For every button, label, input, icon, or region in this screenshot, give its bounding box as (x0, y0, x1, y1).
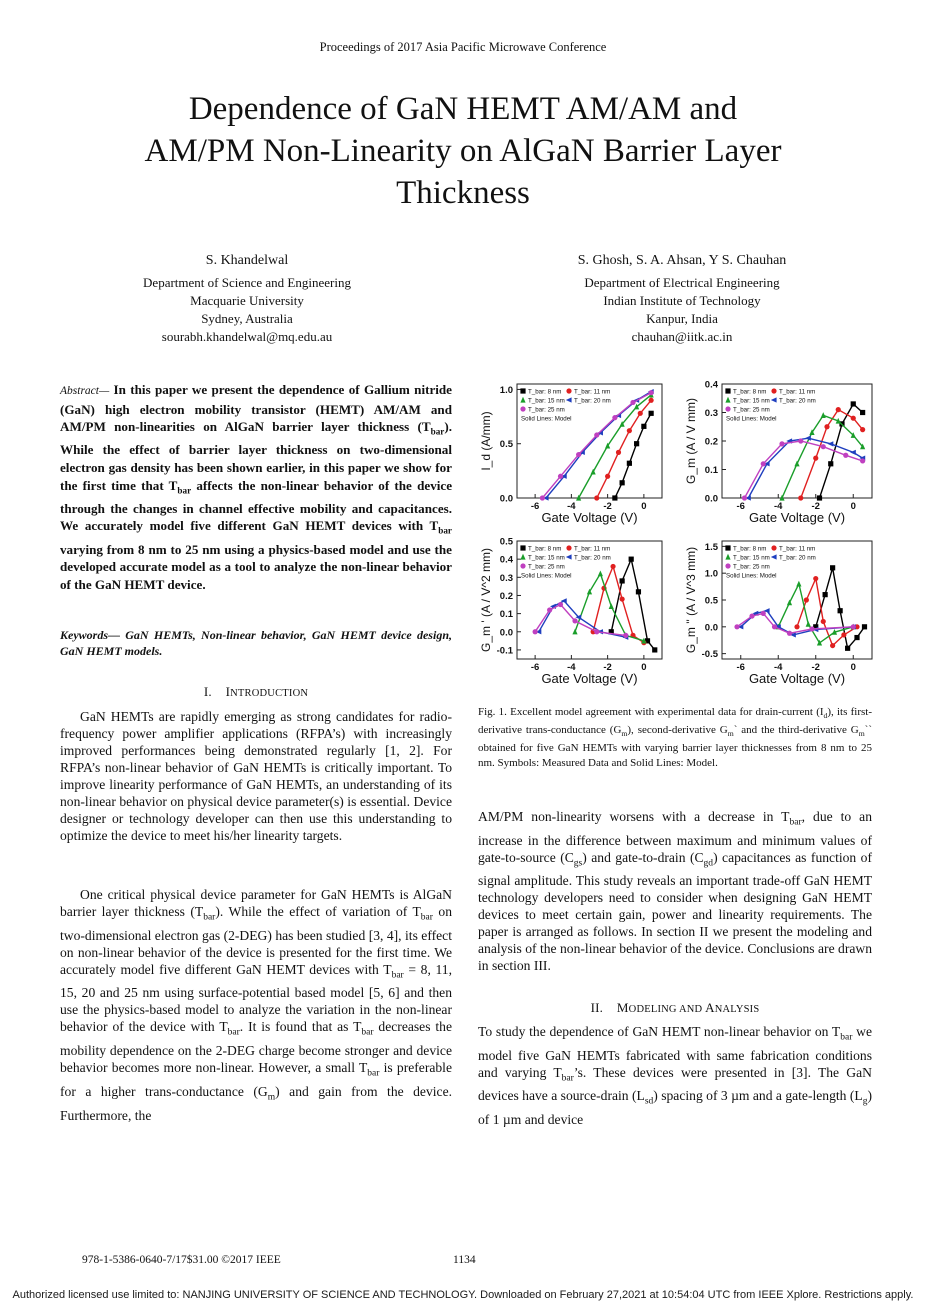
abstract (60, 381, 452, 593)
legend-marker (725, 397, 730, 403)
data-point-25nm (749, 613, 754, 618)
y-tick-label: 0.0 (499, 627, 513, 639)
y-tick-label: 0.2 (499, 590, 513, 602)
legend-marker (771, 545, 776, 550)
data-point-25nm (772, 624, 777, 629)
text: we model five GaN HEMTs fabricated with same fabrication conditions and varying T (478, 1024, 872, 1080)
legend-marker (520, 545, 525, 550)
data-point-11nm (860, 427, 865, 432)
title-line-1: Dependence of GaN HEMT AM/AM and (188, 91, 738, 127)
x-axis-label: Gate Voltage (V) (748, 671, 846, 686)
data-point-8nm (823, 592, 828, 597)
text: . It is found that as T (239, 1019, 362, 1035)
data-point-20nm (850, 450, 856, 455)
legend-entry: T_bar: 25 nm (528, 406, 565, 414)
data-point-25nm (540, 495, 545, 500)
y-axis-label: G_m '' (A / V^3 mm) (684, 546, 698, 654)
legend-entry: T_bar: 15 nm (528, 554, 565, 562)
data-point-25nm (630, 400, 635, 405)
legend-marker (725, 406, 730, 411)
data-point-25nm (851, 624, 856, 629)
y-tick-label: 0.3 (704, 408, 718, 419)
title-line-3: Thickness (396, 175, 530, 211)
data-point-25nm (547, 607, 552, 612)
data-point-25nm (612, 415, 617, 420)
legend-marker (771, 388, 776, 393)
data-point-8nm (636, 589, 641, 594)
y-tick-label: 0.3 (499, 572, 513, 584)
data-point-11nm (620, 596, 625, 601)
data-point-11nm (794, 624, 799, 629)
section-rest: NALYSIS (714, 1004, 760, 1015)
legend-marker (725, 545, 730, 550)
legend-marker (725, 554, 730, 560)
legend-entry: Solid Lines: Model (521, 415, 572, 423)
text: ), second-derivative G (627, 724, 728, 737)
subscript: g (862, 1097, 868, 1108)
x-tick-label: -4 (567, 501, 576, 512)
text: ), its first-derivative trans-conductance (G (478, 706, 872, 737)
legend-marker (771, 554, 777, 559)
x-tick-label: 0 (850, 501, 856, 512)
legend-entry: T_bar: 20 nm (779, 397, 816, 405)
text: Fig. 1. Excellent model agreement with experimental data for drain-current (I (478, 706, 824, 718)
legend-entry: Solid Lines: Model (726, 572, 777, 580)
legend-marker (520, 406, 525, 411)
text: ) and gate-to-drain (C (582, 849, 704, 865)
y-tick-label: 0.2 (704, 436, 718, 448)
data-point-8nm (627, 461, 632, 466)
data-point-25nm (821, 444, 826, 449)
figure-caption (478, 705, 872, 771)
data-point-8nm (854, 635, 859, 640)
subscript: m (267, 1092, 276, 1103)
legend-marker (520, 554, 525, 560)
data-point-25nm (594, 629, 599, 634)
abstract-lead: Abstract— (60, 385, 110, 397)
x-tick-label: 0 (850, 662, 856, 673)
data-point-25nm (779, 441, 784, 446)
legend-entry: T_bar: 15 nm (733, 397, 770, 405)
y-tick-label: 0.1 (499, 609, 513, 621)
section-number: II. (590, 1000, 604, 1015)
y-tick-label: 0.5 (499, 439, 513, 451)
text: decreases the mobility dependence on the 2-DEG charge become stronger and device behavior becomes more non-linear. However, a small T (60, 1019, 453, 1076)
section-rest: NTRODUCTION (230, 688, 309, 699)
x-tick-label: -4 (774, 662, 783, 673)
legend-entry: T_bar: 8 nm (733, 545, 767, 553)
data-point-15nm (609, 603, 614, 609)
legend-marker (566, 397, 572, 402)
data-point-25nm (734, 624, 739, 629)
text: is preferable for a higher trans-conductance (G (60, 1060, 452, 1099)
data-point-11nm (638, 411, 643, 416)
data-point-8nm (649, 411, 654, 416)
y-axis-label: G_m ' (A / V^2 mm) (479, 548, 493, 652)
subscript: bar (840, 1032, 853, 1043)
title-line-2: AM/PM Non-Linearity on AlGaN Barrier Layer (144, 133, 782, 169)
section-rest: ODELING AND (628, 1004, 706, 1015)
legend-marker (520, 388, 525, 393)
y-tick-label: 1.5 (704, 541, 718, 553)
section-initial: M (616, 1000, 629, 1015)
y-tick-label: -0.1 (496, 645, 513, 657)
y-tick-label: 0.4 (499, 554, 513, 566)
author-inst: Macquarie University (190, 293, 304, 308)
legend-entry: T_bar: 25 nm (733, 406, 770, 414)
text: = 8, 11, 15, 20 and 25 nm using surface-potential based model [5, 6] and then use the physics-based model to analyze the variation in the non-linear behavior of the device with T (60, 961, 452, 1035)
y-tick-label: 0.4 (704, 379, 718, 391)
data-point-11nm (841, 632, 846, 637)
y-axis-label: I_d (A/mm) (479, 411, 493, 471)
x-tick-label: -4 (567, 662, 576, 673)
data-point-8nm (629, 557, 634, 562)
author-block-2 (517, 252, 847, 346)
data-point-8nm (845, 646, 850, 651)
subscript: bar (367, 1068, 380, 1079)
paper-title (90, 88, 836, 214)
subscript: bar (227, 1028, 240, 1039)
figure-1 (477, 376, 881, 690)
legend-entry: T_bar: 8 nm (528, 388, 562, 396)
data-point-11nm (627, 428, 632, 433)
subscript: m (858, 729, 865, 739)
data-point-8nm (862, 624, 867, 629)
data-point-25nm (623, 633, 628, 638)
text: `` obtained for five GaN HEMTs with varying barrier layer thicknesses from 8 nm to 25 nm. Symbols: Measured Data and Solid Lines: Model. (478, 724, 872, 770)
abstract-text: varying from 8 nm to 25 nm using a physics-based model and use the developed accurate model as a tool to analyze the non-linear behavior of the GaN HEMT device. (60, 541, 452, 592)
subscript: m (727, 729, 734, 739)
data-point-8nm (851, 401, 856, 406)
x-tick-label: -2 (811, 662, 820, 673)
text: To study the dependence of GaN HEMT non-linear behavior on T (478, 1024, 841, 1039)
data-point-8nm (828, 461, 833, 466)
y-tick-label: 0.0 (704, 493, 718, 505)
legend-marker (566, 545, 571, 550)
data-point-11nm (851, 416, 856, 421)
legend-entry: T_bar: 20 nm (779, 554, 816, 562)
y-tick-label: 0.0 (499, 493, 513, 505)
y-tick-label: 0.0 (704, 622, 718, 634)
data-point-25nm (558, 474, 563, 479)
data-point-8nm (652, 647, 657, 652)
data-point-25nm (649, 390, 654, 395)
license-notice: Authorized licensed use limited to: NANJING UNIVERSITY OF SCIENCE AND TECHNOLOGY. Downloaded on February 27,2021 at 10:54:04 UTC from IEEE Xplore. Restrictions apply. (12, 1289, 914, 1301)
legend-entry: T_bar: 8 nm (528, 545, 562, 553)
author-block-1 (82, 252, 412, 346)
data-point-25nm (558, 602, 563, 607)
text: AM/PM non-linearity worsens with a decrease in T (478, 809, 790, 824)
data-point-25nm (576, 452, 581, 457)
text: on two-dimensional electron gas (2-DEG) has been studied [3, 4], its effect on non-linear behavior of the device is presented for the first time. We accurately model five different GaN HEMT devices with T (60, 904, 453, 977)
abstract-text: In this paper we present the dependence of Gallium nitride (GaN) high electron mobility transistor (HEMT) AM/AM and AM/PM non-linearities on AlGaN barrier layer thickness (T (60, 382, 452, 435)
legend-entry: T_bar: 11 nm (779, 388, 816, 396)
text: , due to an increase in the difference between maximum and minimum values of gate-to-source (C (478, 809, 872, 865)
section-number: I. (203, 684, 212, 699)
subscript: gd (703, 858, 714, 869)
author-email[interactable]: sourabh.khandelwal@mq.edu.au (161, 329, 333, 344)
x-axis-label: Gate Voltage (V) (541, 510, 638, 525)
section-heading-introduction (60, 684, 452, 700)
text: ) capacitances as function of signal amplitude. This study reveals an important trade-off GaN HEMT technology developers need to consider when designing GaN HEMT devices to meet certain gain, power and linearity requirements. The paper is arranged as follows. In section II we present the modeling and analysis of the non-linear behavior of the device. Conclusions are drawn in section III. (478, 849, 872, 974)
author-location: Kanpur, India (646, 311, 718, 326)
legend-entry: T_bar: 20 nm (574, 554, 611, 562)
text: ` and the third-derivative G (733, 724, 859, 737)
author-location: Sydney, Australia (201, 311, 293, 326)
x-tick-label: -2 (811, 501, 820, 512)
data-point-25nm (594, 432, 599, 437)
data-point-25nm (860, 458, 865, 463)
y-tick-label: 1.0 (499, 384, 513, 396)
text: One critical physical device parameter for GaN HEMTs is AlGaN barrier layer thickness (T (60, 887, 452, 919)
data-point-25nm (572, 618, 577, 623)
text: ) of 1 µm and device (478, 1088, 872, 1128)
data-point-25nm (809, 626, 814, 631)
data-point-25nm (843, 453, 848, 458)
author-name: S. Ghosh, S. A. Ahsan, Y S. Chauhan (577, 253, 787, 268)
data-point-11nm (594, 495, 599, 500)
conference-header: Proceedings of 2017 Asia Pacific Microwave Conference (319, 40, 607, 54)
text: ’s. These devices were presented in [3]. The GaN devices have a source-drain (L (478, 1064, 872, 1104)
data-point-25nm (761, 461, 766, 466)
data-point-11nm (830, 643, 835, 648)
keywords (60, 627, 452, 659)
subscript: bar (430, 426, 445, 437)
subscript: gs (573, 858, 583, 869)
data-point-15nm (821, 412, 826, 418)
y-tick-label: 0.5 (499, 536, 513, 548)
subscript: bar (561, 1073, 574, 1084)
legend-entry: Solid Lines: Model (726, 415, 777, 423)
legend-entry: T_bar: 15 nm (733, 554, 770, 562)
subscript: bar (361, 1028, 374, 1039)
data-point-11nm (813, 456, 818, 461)
isbn-footer: 978-1-5386-0640-7/17$31.00 ©2017 IEEE (82, 1254, 281, 1266)
data-point-11nm (616, 450, 621, 455)
series-line-8nm (820, 404, 863, 498)
x-tick-label: -4 (774, 501, 783, 512)
y-tick-label: 0.5 (704, 595, 718, 607)
y-tick-label: 1.0 (704, 568, 718, 580)
page-number: 1134 (453, 1254, 476, 1266)
text: ) and gain from the device. Furthermore, the (60, 1083, 452, 1123)
data-point-8nm (612, 495, 617, 500)
data-point-8nm (641, 424, 646, 429)
author-email[interactable]: chauhan@iitk.ac.in (631, 329, 733, 344)
data-point-25nm (761, 611, 766, 616)
legend-marker (725, 563, 730, 568)
y-tick-label: -0.5 (701, 649, 718, 661)
legend-marker (771, 397, 777, 402)
author-name: S. Khandelwal (205, 253, 289, 268)
data-point-8nm (620, 480, 625, 485)
data-point-20nm (828, 441, 834, 446)
legend-entry: T_bar: 8 nm (733, 388, 767, 396)
right-paragraph-2 (478, 1023, 872, 1128)
data-point-11nm (836, 407, 841, 412)
legend-entry: T_bar: 25 nm (733, 563, 770, 571)
x-tick-label: -6 (530, 662, 540, 673)
intro-paragraph-1: GaN HEMTs are rapidly emerging as strong candidates for radio-frequency power amplifier applications (RFPA’s) with increasingly improved performances being demonstrated regularly [1, 2]. For RFPA’s non-linear behavior of GaN HEMTs is critically important. To improve linearity performance of GaN HEMTs, an understanding of its non-linear behavior on physical device parameter(s) is essential. Device designer or technology developer can then use this understanding to optimize the device to meet his/her linearity targets. (60, 709, 452, 843)
legend-marker (725, 388, 730, 393)
text: ). While the effect of variation of T (215, 904, 421, 919)
subscript: m (621, 729, 628, 739)
x-axis-label: Gate Voltage (V) (748, 510, 846, 525)
author-dept: Department of Science and Engineering (143, 275, 351, 290)
data-point-8nm (838, 608, 843, 613)
data-point-25nm (787, 631, 792, 636)
legend-entry: T_bar: 25 nm (528, 563, 565, 571)
data-point-25nm (742, 495, 747, 500)
x-tick-label: -6 (736, 501, 745, 512)
subscript: sd (644, 1097, 654, 1108)
subscript: bar (177, 485, 192, 496)
x-tick-label: 0 (641, 662, 647, 673)
data-point-11nm (610, 564, 615, 569)
y-tick-label: 0.1 (704, 465, 718, 476)
intro-paragraph-2 (60, 886, 452, 1124)
data-point-15nm (806, 621, 811, 627)
data-point-11nm (804, 597, 809, 602)
x-axis-label: Gate Voltage (V) (541, 671, 638, 686)
legend-entry: T_bar: 11 nm (779, 545, 816, 553)
x-tick-label: 0 (641, 501, 647, 512)
subscript: bar (391, 970, 404, 981)
data-point-8nm (817, 495, 822, 500)
data-point-11nm (605, 474, 610, 479)
legend-marker (520, 397, 525, 403)
x-tick-label: -6 (530, 501, 540, 512)
series-line-15nm (579, 395, 652, 498)
data-point-8nm (620, 578, 625, 583)
text: ) spacing of 3 µm and a gate-length (L (653, 1088, 863, 1104)
data-point-11nm (824, 424, 829, 429)
abstract-text: affects the non-linear behavior of the device through the changes in channel effective mobility and capacitances. We accurately model five different GaN HEMT devices with T (60, 477, 453, 534)
data-point-15nm (598, 570, 603, 576)
data-point-11nm (821, 619, 826, 624)
x-tick-label: -6 (736, 662, 745, 673)
data-point-15nm (572, 629, 577, 635)
right-paragraph-1 (478, 808, 872, 974)
subscript: bar (789, 817, 802, 828)
legend-entry: T_bar: 20 nm (574, 397, 611, 405)
data-point-15nm (796, 581, 801, 587)
section-initial: A (705, 1000, 715, 1015)
data-point-11nm (813, 576, 818, 581)
data-point-8nm (830, 565, 835, 570)
section-initial: I (225, 684, 231, 699)
subscript: bar (438, 525, 452, 536)
subscript: bar (420, 912, 433, 923)
legend-entry: T_bar: 11 nm (574, 388, 611, 396)
legend-marker (566, 554, 572, 559)
subscript: bar (203, 912, 216, 923)
keywords-lead: Keywords— (60, 628, 120, 642)
legend-marker (520, 563, 525, 568)
legend-marker (566, 388, 571, 393)
data-point-11nm (798, 495, 803, 500)
data-point-25nm (533, 629, 538, 634)
data-point-11nm (649, 398, 654, 403)
section-heading-modeling (478, 1000, 872, 1016)
legend-entry: T_bar: 11 nm (574, 545, 611, 553)
author-dept: Department of Electrical Engineering (584, 275, 780, 290)
subscript: d (823, 711, 828, 721)
data-point-25nm (798, 438, 803, 443)
y-axis-label: G_m (A / V mm) (684, 397, 698, 485)
keywords-text: GaN HEMTs, Non-linear behavior, GaN HEMT device design, GaN HEMT models. (60, 628, 452, 658)
legend-entry: T_bar: 15 nm (528, 397, 565, 405)
author-inst: Indian Institute of Technology (603, 293, 761, 308)
x-tick-label: -2 (603, 662, 612, 673)
data-point-8nm (860, 410, 865, 415)
data-point-8nm (634, 441, 639, 446)
abstract-text: ). While the effect of barrier layer thickness on two-dimensional electron gas density has been shown earlier, in this paper we show for the first time that T (60, 419, 452, 493)
x-tick-label: -2 (603, 501, 612, 512)
legend-entry: Solid Lines: Model (521, 572, 572, 580)
